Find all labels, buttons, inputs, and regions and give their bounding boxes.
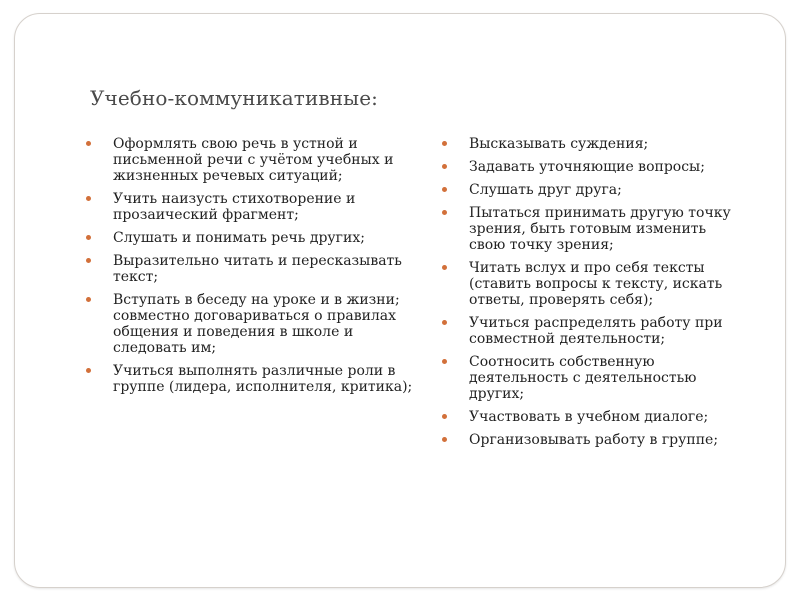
list-item-text: Организовывать работу в группе; xyxy=(469,432,719,448)
slide-title: Учебно-коммуникативные: xyxy=(90,86,378,110)
list-item-text: Учиться распределять работу при совместной деятельности; xyxy=(469,315,723,347)
list-item xyxy=(440,315,745,347)
list-item xyxy=(84,292,414,356)
bullet-icon xyxy=(442,359,447,364)
list-item xyxy=(84,253,414,285)
bullet-icon xyxy=(86,258,91,263)
list-item-text: Оформлять свою речь в устной и письменной речи с учётом учебных и жизненных речевых ситуаций; xyxy=(113,136,394,184)
bullet-icon xyxy=(442,437,447,442)
list-item-text: Слушать друг друга; xyxy=(469,182,622,198)
bullet-icon xyxy=(442,320,447,325)
bullet-icon xyxy=(86,235,91,240)
list-item-text: Слушать и понимать речь других; xyxy=(113,230,365,246)
list-item-text: Высказывать суждения; xyxy=(469,136,649,152)
list-item xyxy=(440,205,745,253)
bullet-icon xyxy=(442,414,447,419)
list-item xyxy=(440,354,745,402)
list-item-text: Выразительно читать и пересказывать текст; xyxy=(113,253,402,285)
list-item xyxy=(440,136,745,152)
bullet-icon xyxy=(442,187,447,192)
list-item-text: Задавать уточняющие вопросы; xyxy=(469,159,705,175)
list-item xyxy=(84,230,414,246)
bullet-icon xyxy=(442,141,447,146)
list-item-text: Учиться выполнять различные роли в группе (лидера, исполнителя, критика); xyxy=(113,363,413,395)
bullet-icon xyxy=(442,210,447,215)
bullet-icon xyxy=(86,297,91,302)
list-item-text: Вступать в беседу на уроке и в жизни; совместно договариваться о правилах общения и поведения в школе и следовать им; xyxy=(113,292,400,356)
list-item-text: Учить наизусть стихотворение и прозаический фрагмент; xyxy=(113,191,356,223)
list-item xyxy=(440,159,745,175)
list-item-text: Участвовать в учебном диалоге; xyxy=(469,409,709,425)
list-item-text: Читать вслух и про себя тексты (ставить вопросы к тексту, искать ответы, проверять себя); xyxy=(469,260,723,308)
right-bullet-list xyxy=(440,136,745,455)
bullet-icon xyxy=(86,196,91,201)
bullet-icon xyxy=(442,164,447,169)
list-item-text: Пытаться принимать другую точку зрения, быть готовым изменить свою точку зрения; xyxy=(469,205,731,253)
bullet-icon xyxy=(442,265,447,270)
list-item xyxy=(440,409,745,425)
list-item xyxy=(84,136,414,184)
list-item xyxy=(440,182,745,198)
bullet-icon xyxy=(86,141,91,146)
list-item xyxy=(440,260,745,308)
bullet-icon xyxy=(86,368,91,373)
list-item xyxy=(440,432,745,448)
list-item xyxy=(84,191,414,223)
list-item-text: Соотносить собственную деятельность с деятельностью других; xyxy=(469,354,697,402)
left-bullet-list xyxy=(84,136,414,402)
list-item xyxy=(84,363,414,395)
